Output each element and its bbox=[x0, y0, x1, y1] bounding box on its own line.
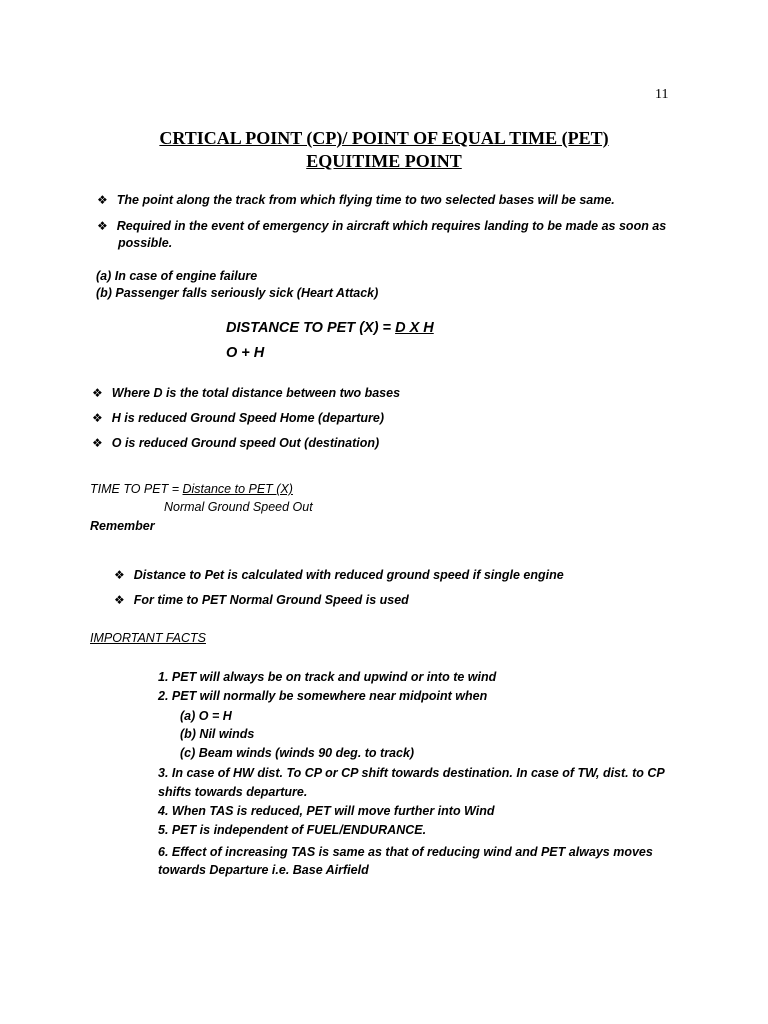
definition-d: ❖ Where D is the total distance between two bases bbox=[92, 386, 401, 400]
time-formula bbox=[90, 482, 293, 496]
intro-bullet-2: ❖ Required in the event of emergency in aircraft which requires landing to be made as soon as bbox=[97, 219, 667, 233]
intro-bullet-1: ❖ The point along the track from which flying time to two selected bases will be same. bbox=[97, 193, 615, 207]
time-formula-label: TIME TO PET = bbox=[90, 482, 183, 496]
fact-3-continued: shifts towards departure. bbox=[158, 785, 308, 799]
diamond-bullet-icon: ❖ bbox=[92, 436, 103, 450]
diamond-bullet-icon: ❖ bbox=[97, 219, 108, 233]
distance-formula-denominator: O + H bbox=[226, 345, 265, 361]
time-formula-denominator: Normal Ground Speed Out bbox=[164, 500, 313, 514]
distance-formula bbox=[226, 320, 434, 336]
distance-formula-numerator: D X H bbox=[395, 320, 434, 336]
remember-bullet-1: ❖ Distance to Pet is calculated with reduced ground speed if single engine bbox=[114, 568, 564, 582]
case-a: (a) In case of engine failure bbox=[96, 269, 258, 283]
diamond-bullet-icon: ❖ bbox=[92, 386, 103, 400]
time-formula-numerator: Distance to PET (X) bbox=[182, 482, 293, 496]
fact-2b: (b) Nil winds bbox=[180, 727, 255, 741]
definition-h: ❖ H is reduced Ground Speed Home (departure) bbox=[92, 411, 385, 425]
page-number: 11 bbox=[655, 87, 669, 102]
fact-6: 6. Effect of increasing TAS is same as that of reducing wind and PET always moves bbox=[158, 845, 653, 859]
title-line-2: EQUITIME POINT bbox=[306, 151, 462, 171]
intro-bullet-2-continued: possible. bbox=[118, 236, 173, 250]
diamond-bullet-icon: ❖ bbox=[114, 568, 125, 582]
definition-o: ❖ O is reduced Ground speed Out (destination) bbox=[92, 436, 380, 450]
distance-formula-label: DISTANCE TO PET (X) = bbox=[226, 320, 396, 336]
title-line-1: CRTICAL POINT (CP)/ POINT OF EQUAL TIME (PET) bbox=[159, 128, 609, 148]
fact-4: 4. When TAS is reduced, PET will move further into Wind bbox=[158, 804, 495, 818]
case-b: (b) Passenger falls seriously sick (Heart Attack) bbox=[96, 286, 379, 300]
remember-heading: Remember bbox=[90, 519, 155, 533]
important-facts-heading: IMPORTANT FACTS bbox=[90, 631, 206, 645]
fact-1: 1. PET will always be on track and upwind or into te wind bbox=[158, 670, 497, 684]
diamond-bullet-icon: ❖ bbox=[97, 193, 108, 207]
fact-6-continued: towards Departure i.e. Base Airfield bbox=[158, 863, 369, 877]
fact-3: 3. In case of HW dist. To CP or CP shift towards destination. In case of TW, dist. to CP bbox=[158, 766, 665, 780]
fact-2: 2. PET will normally be somewhere near midpoint when bbox=[158, 689, 488, 703]
diamond-bullet-icon: ❖ bbox=[92, 411, 103, 425]
fact-2c: (c) Beam winds (winds 90 deg. to track) bbox=[180, 746, 415, 760]
fact-2a: (a) O = H bbox=[180, 709, 232, 723]
remember-bullet-2: ❖ For time to PET Normal Ground Speed is used bbox=[114, 593, 409, 607]
diamond-bullet-icon: ❖ bbox=[114, 593, 125, 607]
fact-5: 5. PET is independent of FUEL/ENDURANCE. bbox=[158, 823, 427, 837]
